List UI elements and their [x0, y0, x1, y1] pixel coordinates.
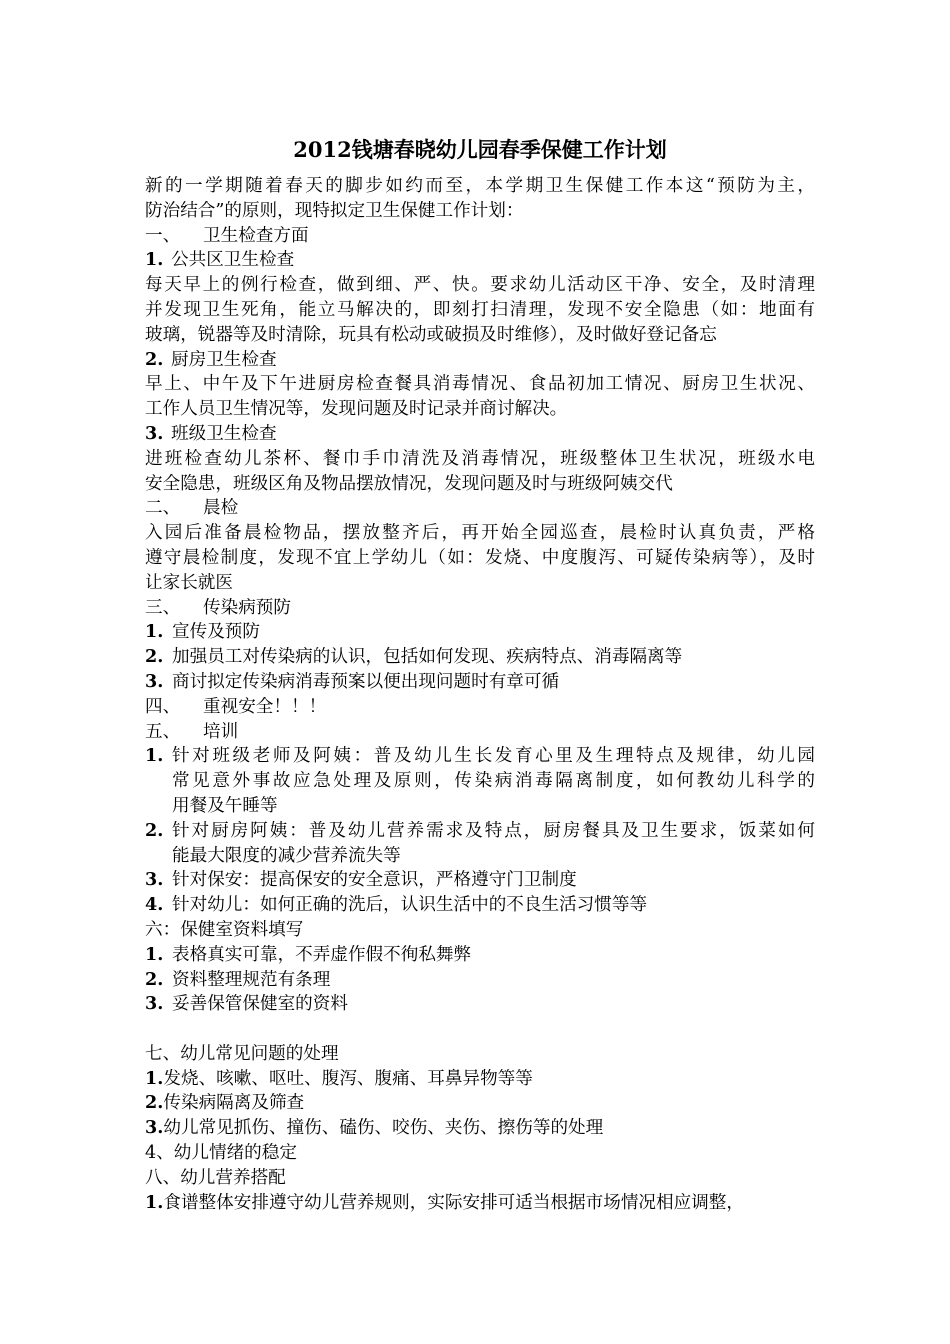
intro-line: 防治结合”的原则，现特拟定卫生保健工作计划： [145, 200, 524, 221]
subsection-title: 厨房卫生检查 [171, 349, 277, 370]
section-heading: 七、幼儿常见问题的处理 [145, 1043, 339, 1064]
subsection-title: 公共区卫生检查 [171, 250, 295, 271]
item-number: 3. [145, 869, 164, 891]
item-number: 2. [145, 819, 164, 841]
section-number: 二、 [145, 498, 181, 519]
section-title: 晨检 [203, 498, 239, 519]
item-number: 3. [145, 422, 164, 444]
item-text: 商讨拟定传染病消毒预案以便出现问题时有章可循 [172, 671, 560, 692]
document-title: 2012钱塘春晓幼儿园春季保健工作计划 [293, 137, 667, 162]
item-text-line: 常见意外事故应急处理及原则，传染病消毒隔离制度，如何教幼儿科学的 [172, 771, 815, 792]
list-item [145, 868, 815, 893]
item-number: 1. [145, 249, 164, 271]
list-item [145, 744, 815, 818]
list-item [145, 670, 815, 695]
item-number: 2. [145, 348, 164, 370]
item-number: 1. [145, 1067, 164, 1089]
paragraph-line: 入园后准备晨检物品，摆放整齐后，再开始全园巡查，晨检时认真负责，严格 [145, 523, 815, 544]
section-heading [145, 596, 815, 621]
section-number: 一、 [145, 225, 181, 246]
item-text: 资料整理规范有条理 [172, 969, 331, 990]
section-title: 卫生检查方面 [203, 225, 309, 246]
paragraph-line: 每天早上的例行检查，做到细、严、快。要求幼儿活动区干净、安全，及时清理 [145, 275, 815, 296]
paragraph [145, 273, 815, 347]
list-item [145, 1191, 815, 1216]
item-number: 1. [145, 621, 164, 643]
paragraph-line: 安全隐患，班级区角及物品摆放情况，发现问题及时与班级阿姨交代 [145, 473, 673, 494]
paragraph-line: 工作人员卫生情况等，发现问题及时记录并商讨解决。 [145, 399, 568, 420]
section-title: 重视安全！！！ [203, 696, 327, 717]
list-item [145, 893, 815, 918]
paragraph [145, 372, 815, 422]
list-item [145, 1116, 815, 1141]
list-item [145, 968, 815, 993]
subsection-heading [145, 422, 815, 447]
item-text-line: 针对幼儿：如何正确的洗后，认识生活中的不良生活习惯等等 [172, 895, 648, 916]
section-title: 培训 [203, 721, 239, 742]
section-number: 四、 [145, 696, 181, 717]
paragraph [145, 521, 815, 595]
paragraph-line: 玻璃，锐器等及时清除，玩具有松动或破损及时维修），及时做好登记备忘 [145, 324, 717, 345]
item-number: 1. [145, 745, 164, 767]
list-item [145, 1091, 815, 1116]
list-item [145, 1141, 815, 1166]
item-text-line: 针对班级老师及阿姨：普及幼儿生长发育心里及生理特点及规律，幼儿园 [172, 746, 815, 767]
intro-line: 新的一学期随着春天的脚步如约而至，本学期卫生保健工作本这“预防为主， [145, 176, 815, 196]
intro-paragraph [145, 174, 815, 224]
item-text-line: 针对保安：提高保安的安全意识，严格遵守门卫制度 [172, 870, 577, 891]
item-number: 3. [145, 993, 164, 1015]
paragraph-line: 并发现卫生死角，能立马解决的，即刻打扫清理，发现不安全隐患（如：地面有 [145, 299, 815, 320]
item-number: 3. [145, 1117, 164, 1139]
item-text-line: 针对厨房阿姨：普及幼儿营养需求及特点，厨房餐具及卫生要求，饭菜如何 [172, 820, 815, 841]
section-heading [145, 224, 815, 249]
list-item [145, 645, 815, 670]
section-heading: 八、幼儿营养搭配 [145, 1167, 286, 1188]
item-text: 表格真实可靠，不弄虚作假不徇私舞弊 [172, 944, 472, 965]
list-item [145, 620, 815, 645]
item-text: 传染病隔离及筛查 [163, 1093, 305, 1114]
item-number: 4、 [145, 1143, 174, 1164]
subsection-heading [145, 248, 815, 273]
section-heading [145, 720, 815, 745]
subsection-heading [145, 348, 815, 373]
document-page [145, 136, 815, 1215]
item-number: 2. [145, 646, 164, 668]
section-heading [145, 695, 815, 720]
item-number: 1. [145, 1191, 164, 1213]
item-number: 2. [145, 968, 164, 990]
paragraph-line: 进班检查幼儿茶杯、餐巾手巾清洗及消毒情况，班级整体卫生状况，班级水电 [145, 448, 815, 469]
item-text: 妥善保管保健室的资料 [172, 994, 348, 1015]
item-text: 食谱整体安排遵守幼儿营养规则，实际安排可适当根据市场情况相应调整， [163, 1192, 744, 1213]
list-item [145, 943, 815, 968]
paragraph [145, 447, 815, 497]
paragraph-line: 早上、中午及下午进厨房检查餐具消毒情况、食品初加工情况、厨房卫生状况、 [145, 374, 815, 395]
item-number: 4. [145, 894, 164, 916]
list-item [145, 819, 815, 869]
item-text: 幼儿情绪的稳定 [173, 1143, 297, 1164]
item-number: 3. [145, 670, 164, 692]
section-title: 传染病预防 [203, 597, 291, 618]
section-heading: 六：保健室资料填写 [145, 919, 304, 940]
item-text-line: 能最大限度的减少营养流失等 [172, 845, 401, 866]
blank-line [145, 1017, 815, 1042]
item-number: 2. [145, 1092, 164, 1114]
list-item [145, 992, 815, 1017]
item-text: 宣传及预防 [172, 622, 260, 643]
item-text-line: 用餐及午睡等 [172, 795, 278, 816]
paragraph-line: 让家长就医 [145, 572, 233, 593]
section-number: 三、 [145, 597, 181, 618]
item-number: 1. [145, 943, 164, 965]
item-text: 加强员工对传染病的认识，包括如何发现、疾病特点、消毒隔离等 [172, 647, 683, 668]
list-item [145, 1067, 815, 1092]
item-text: 发烧、咳嗽、呕吐、腹泻、腹痛、耳鼻异物等等 [163, 1068, 533, 1089]
subsection-title: 班级卫生检查 [171, 423, 277, 444]
item-text: 幼儿常见抓伤、撞伤、磕伤、咬伤、夹伤、擦伤等的处理 [163, 1118, 604, 1139]
section-heading [145, 496, 815, 521]
paragraph-line: 遵守晨检制度，发现不宜上学幼儿（如：发烧、中度腹泻、可疑传染病等），及时 [145, 547, 815, 568]
section-number: 五、 [145, 721, 181, 742]
